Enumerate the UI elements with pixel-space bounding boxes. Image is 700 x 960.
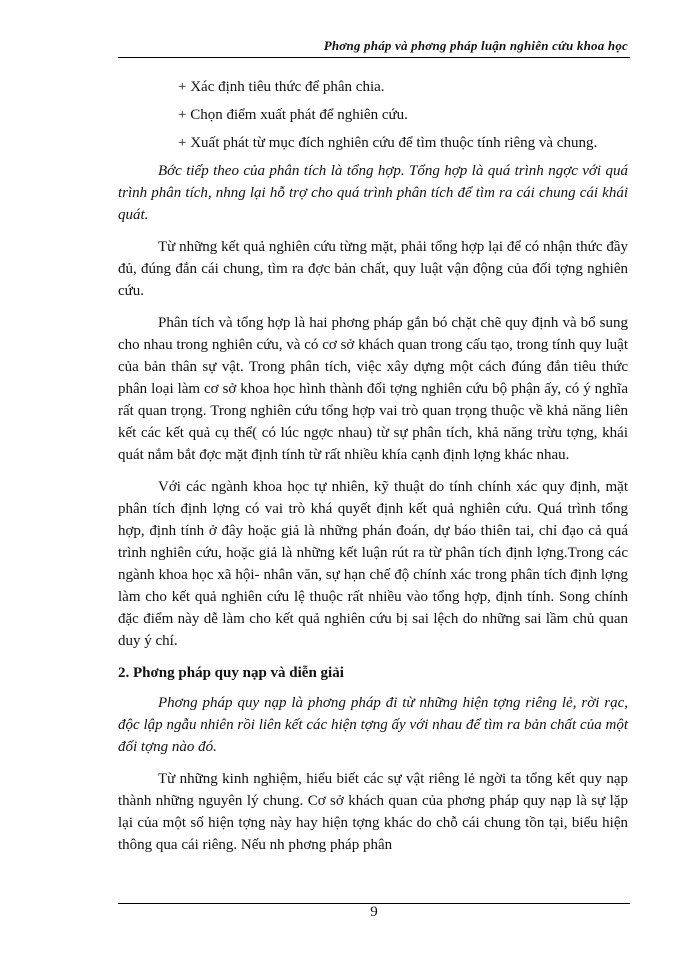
- paragraph-synthesis-intro: Bớc tiếp theo của phân tích là tổng hợp. Tổng hợp là quá trình ngợc với quá trình phân tích, nhng lại hỗ trợ cho quá trình phân tích để tìm ra cái chung cái khái quát.: [118, 163, 628, 223]
- page-number: 9: [370, 904, 378, 920]
- section-heading: 2. Phơng pháp quy nạp và diễn giải: [118, 665, 344, 681]
- bullet-starting-point: + Chọn điểm xuất phát để nghiên cứu.: [178, 107, 408, 123]
- paragraph-natural-sciences: Với các ngành khoa học tự nhiên, kỹ thuật do tính chính xác quy định, mặt phân tích định lợng có vai trò khá quyết định kết quả nghiên cứu. Quá trình tổng hợp, định tính ở đây hoặc giả là những phán đoán, dự báo thiên tai, chỉ đạo cả quá trình nghiên cứu, hoặc giả là những kết luận rút ra từ phân tích định lợng.Trong các ngành khoa học xã hội- nhân văn, sự hạn chế độ chính xác trong phân tích định lợng làm cho kết quả nghiên cứu lệ thuộc rất nhiều vào tổng hợp, định tính. Song chính đặc điểm này dễ làm cho kết quả nghiên cứu bị sai lệch do những sai lầm chủ quan duy ý chí.: [118, 479, 628, 649]
- bullet-purpose: + Xuất phát từ mục đích nghiên cứu để tìm thuộc tính riêng và chung.: [178, 135, 598, 151]
- paragraph-analysis-synthesis: Phân tích và tổng hợp là hai phơng pháp gắn bó chặt chẽ quy định và bổ sung cho nhau trong nghiên cứu, và có cơ sở khách quan trong cấu tạo, trong tính quy luật của bản thân sự vật. Trong phân tích, việc xây dựng một cách đúng đắn tiêu thức phân loại làm cơ sở khoa học hình thành đối tợng nghiên cứu bộ phận ấy, có ý nghĩa rất quan trọng. Trong nghiên cứu tổng hợp vai trò quan trọng thuộc về khả năng liên kết các kết quả cụ thể( có lúc ngợc nhau) từ sự phân tích, khả năng trừu tợng, khái quát nắm bắt đợc mặt định tính từ rất nhiều khía cạnh định lợng khác nhau.: [118, 315, 628, 463]
- paragraph-synthesis: Từ những kết quả nghiên cứu từng mặt, phải tổng hợp lại để có nhận thức đầy đủ, đúng đắn cái chung, tìm ra đợc bản chất, quy luật vận động của đối tợng nghiên cứu.: [118, 239, 628, 299]
- page-body: [118, 76, 628, 866]
- paragraph-induction-definition: Phơng pháp quy nạp là phơng pháp đi từ những hiện tợng riêng lẻ, rời rạc, độc lập ngẫu nhiên rồi liên kết các hiện tợng ấy với nhau để tìm ra bản chất của một đối tợng nào đó.: [118, 695, 628, 755]
- paragraph-induction: Từ những kinh nghiệm, hiểu biết các sự vật riêng lẻ ngời ta tổng kết quy nạp thành những nguyên lý chung. Cơ sở khách quan của phơng pháp quy nạp là sự lặp lại của một số hiện tợng này hay hiện tợng khác do chỗ cái chung tồn tại, biểu hiện thông qua cái riêng. Nếu nh phơng pháp phân: [118, 771, 628, 853]
- header-rule: [118, 57, 630, 58]
- bullet-criteria: + Xác định tiêu thức để phân chia.: [178, 79, 385, 95]
- running-header: Phơng pháp và phơng pháp luận nghiên cứu khoa học: [323, 38, 628, 53]
